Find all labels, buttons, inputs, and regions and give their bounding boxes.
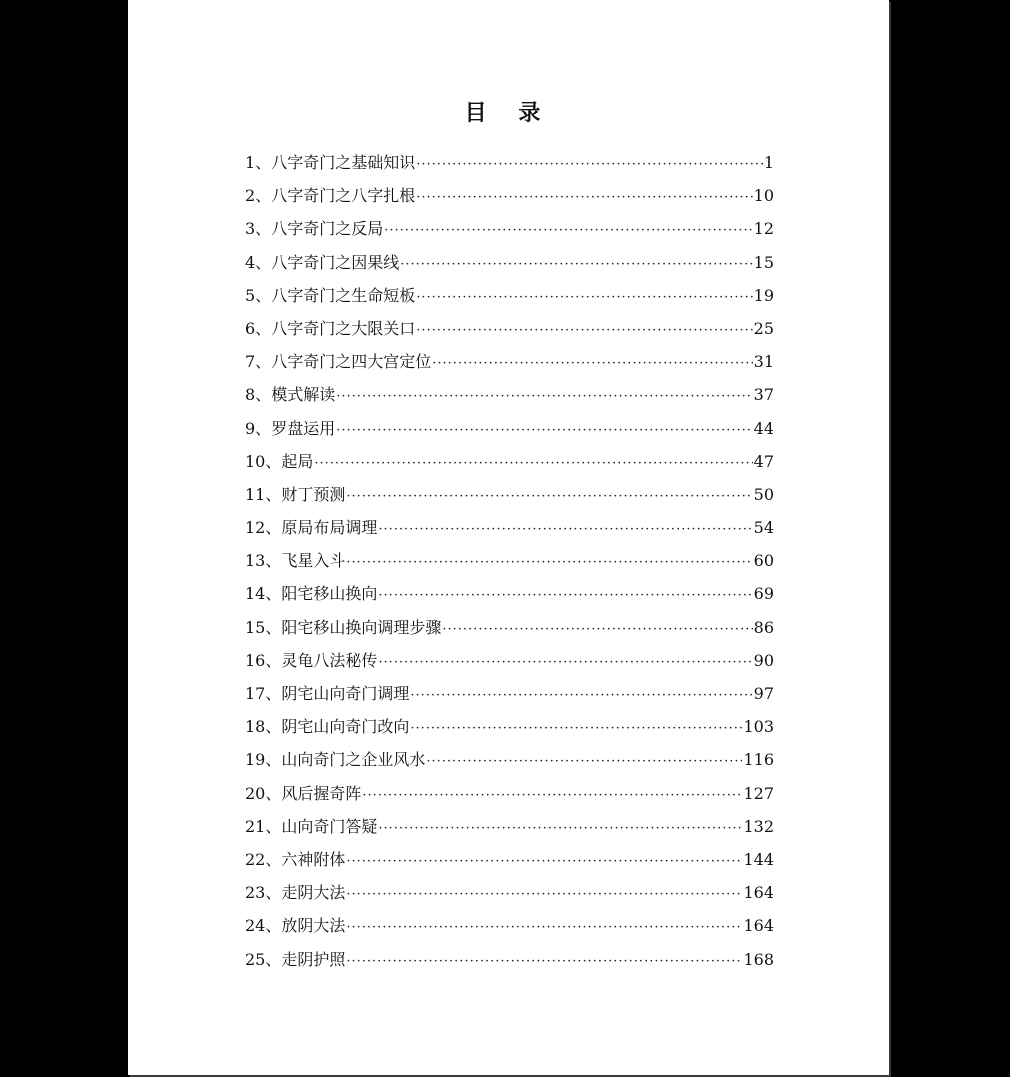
toc-entry[interactable] xyxy=(245,681,774,714)
dot-leader xyxy=(432,356,752,371)
toc-entry-page-number: 90 xyxy=(753,650,774,670)
dot-leader xyxy=(362,788,742,803)
toc-entry-title: 山向奇门之企业风水 xyxy=(281,750,426,770)
dot-leader xyxy=(410,721,742,736)
toc-entry-page-number: 144 xyxy=(743,849,774,869)
dot-leader xyxy=(378,588,752,603)
toc-entry-title: 阳宅移山换向调理步骤 xyxy=(281,617,442,637)
toc-entry-number: 14、 xyxy=(245,584,282,604)
toc-entry-page-number: 10 xyxy=(753,186,774,206)
toc-entry-page-number: 86 xyxy=(753,617,774,637)
toc-entry-page-number: 25 xyxy=(753,318,774,338)
toc-entry-number: 21、 xyxy=(245,816,282,836)
toc-entry-title: 八字奇门之八字扎根 xyxy=(271,186,416,206)
toc-entry-number: 4、 xyxy=(245,252,272,272)
toc-entry-page-number: 54 xyxy=(753,518,774,538)
toc-entry-title: 八字奇门之大限关口 xyxy=(271,318,416,338)
toc-entry[interactable] xyxy=(245,814,774,847)
toc-entry-page-number: 12 xyxy=(753,219,774,239)
toc-entry-page-number: 164 xyxy=(743,883,774,903)
toc-entry-number: 9、 xyxy=(245,418,272,438)
toc-entry[interactable] xyxy=(245,581,774,614)
toc-entry-title: 走阴大法 xyxy=(281,883,346,903)
toc-entry-title: 八字奇门之生命短板 xyxy=(271,285,416,305)
toc-entry-number: 13、 xyxy=(245,551,282,571)
toc-entry-title: 起局 xyxy=(281,451,314,471)
toc-entry-page-number: 31 xyxy=(753,352,774,372)
toc-entry-page-number: 50 xyxy=(753,484,774,504)
toc-entry-number: 2、 xyxy=(245,186,272,206)
toc-entry-number: 6、 xyxy=(245,318,272,338)
dot-leader xyxy=(416,157,763,172)
toc-entry-number: 10、 xyxy=(245,451,282,471)
toc-entry-number: 23、 xyxy=(245,883,282,903)
toc-entry-title: 风后握奇阵 xyxy=(281,783,362,803)
toc-entry[interactable] xyxy=(245,714,774,747)
dot-leader xyxy=(346,920,742,935)
toc-entry-number: 17、 xyxy=(245,684,282,703)
toc-entry-page-number: 19 xyxy=(753,285,774,305)
toc-entry-page-number: 69 xyxy=(753,584,774,604)
dot-leader xyxy=(336,389,752,404)
toc-entry-title: 原局布局调理 xyxy=(281,518,378,538)
toc-entry[interactable] xyxy=(245,947,774,980)
toc-entry[interactable] xyxy=(245,183,774,216)
toc-entry[interactable] xyxy=(245,482,774,515)
toc-entry-title: 阴宅山向奇门调理 xyxy=(281,684,410,703)
toc-entry-page-number: 1 xyxy=(763,153,774,172)
toc-entry-page-number: 168 xyxy=(743,949,774,969)
toc-entry-title: 八字奇门之因果线 xyxy=(271,252,400,272)
toc-entry[interactable] xyxy=(245,382,774,415)
toc-entry-number: 12、 xyxy=(245,518,282,538)
dot-leader xyxy=(346,854,742,869)
toc-entry-title: 财丁预测 xyxy=(281,484,346,504)
toc-entry[interactable] xyxy=(245,250,774,283)
dot-leader xyxy=(346,954,742,969)
toc-entry-page-number: 15 xyxy=(753,252,774,272)
dot-leader xyxy=(400,257,752,272)
toc-entry-number: 19、 xyxy=(245,750,282,770)
toc-entry-page-number: 44 xyxy=(753,418,774,438)
dot-leader xyxy=(314,456,752,471)
toc-entry-number: 3、 xyxy=(245,219,272,239)
toc-entry-title: 灵龟八法秘传 xyxy=(281,650,378,670)
dot-leader xyxy=(378,655,752,670)
toc-entry[interactable] xyxy=(245,781,774,814)
toc-entry-title: 阳宅移山换向 xyxy=(281,584,378,604)
dot-leader xyxy=(378,522,752,537)
dot-leader xyxy=(346,887,742,902)
toc-entry-page-number: 60 xyxy=(753,551,774,571)
toc-entry[interactable] xyxy=(245,316,774,349)
toc-entry-number: 5、 xyxy=(245,285,272,305)
page-title: 目 录 xyxy=(464,100,553,126)
toc-entry-title: 山向奇门答疑 xyxy=(281,816,378,836)
toc-entry-number: 15、 xyxy=(245,617,282,637)
table-of-contents xyxy=(245,150,774,980)
dot-leader xyxy=(378,821,742,836)
dot-leader xyxy=(336,423,752,438)
toc-entry[interactable] xyxy=(245,349,774,382)
toc-entry-page-number: 132 xyxy=(743,816,774,836)
toc-entry[interactable] xyxy=(245,913,774,946)
dot-leader xyxy=(416,290,752,305)
dot-leader xyxy=(426,754,742,769)
toc-entry-number: 11、 xyxy=(245,484,282,504)
toc-entry-page-number: 164 xyxy=(743,916,774,936)
toc-entry[interactable] xyxy=(245,648,774,681)
toc-entry-page-number: 47 xyxy=(753,451,774,471)
toc-entry-number: 8、 xyxy=(245,385,272,405)
toc-entry[interactable] xyxy=(245,847,774,880)
toc-entry-number: 16、 xyxy=(245,650,282,670)
dot-leader xyxy=(384,223,752,238)
dot-leader xyxy=(416,323,752,338)
toc-entry[interactable] xyxy=(245,283,774,316)
toc-entry-page-number: 37 xyxy=(753,385,774,405)
toc-entry-number: 25、 xyxy=(245,949,282,969)
toc-entry-title: 八字奇门之基础知识 xyxy=(271,153,416,172)
toc-entry-title: 放阴大法 xyxy=(281,916,346,936)
dot-leader xyxy=(346,489,752,504)
toc-entry[interactable] xyxy=(245,216,774,249)
document-page xyxy=(128,0,889,1075)
toc-entry-title: 模式解读 xyxy=(271,385,336,405)
toc-entry-page-number: 127 xyxy=(743,783,774,803)
toc-entry-number: 7、 xyxy=(245,352,272,372)
toc-entry-title: 阴宅山向奇门改向 xyxy=(281,717,410,737)
toc-entry[interactable] xyxy=(245,150,774,183)
toc-entry-page-number: 116 xyxy=(743,750,774,770)
toc-entry-page-number: 97 xyxy=(753,684,774,703)
dot-leader xyxy=(416,190,752,205)
toc-entry-title: 飞星入斗 xyxy=(281,551,346,571)
dot-leader xyxy=(410,688,752,703)
dot-leader xyxy=(442,622,752,637)
toc-entry-number: 22、 xyxy=(245,849,282,869)
toc-entry[interactable] xyxy=(245,515,774,548)
toc-entry-title: 六神附体 xyxy=(281,849,346,869)
toc-entry[interactable] xyxy=(245,416,774,449)
toc-entry-number: 1、 xyxy=(245,153,272,172)
toc-entry[interactable] xyxy=(245,880,774,913)
toc-entry-number: 24、 xyxy=(245,916,282,936)
toc-entry[interactable] xyxy=(245,449,774,482)
toc-entry-title: 走阴护照 xyxy=(281,949,346,969)
toc-entry-number: 20、 xyxy=(245,783,282,803)
dot-leader xyxy=(346,555,752,570)
toc-entry-title: 八字奇门之反局 xyxy=(271,219,384,239)
toc-entry-title: 八字奇门之四大宫定位 xyxy=(271,352,432,372)
toc-entry-number: 18、 xyxy=(245,717,282,737)
toc-entry-page-number: 103 xyxy=(743,717,774,737)
toc-entry[interactable] xyxy=(245,615,774,648)
toc-entry[interactable] xyxy=(245,747,774,780)
toc-entry[interactable] xyxy=(245,548,774,581)
toc-entry-title: 罗盘运用 xyxy=(271,418,336,438)
